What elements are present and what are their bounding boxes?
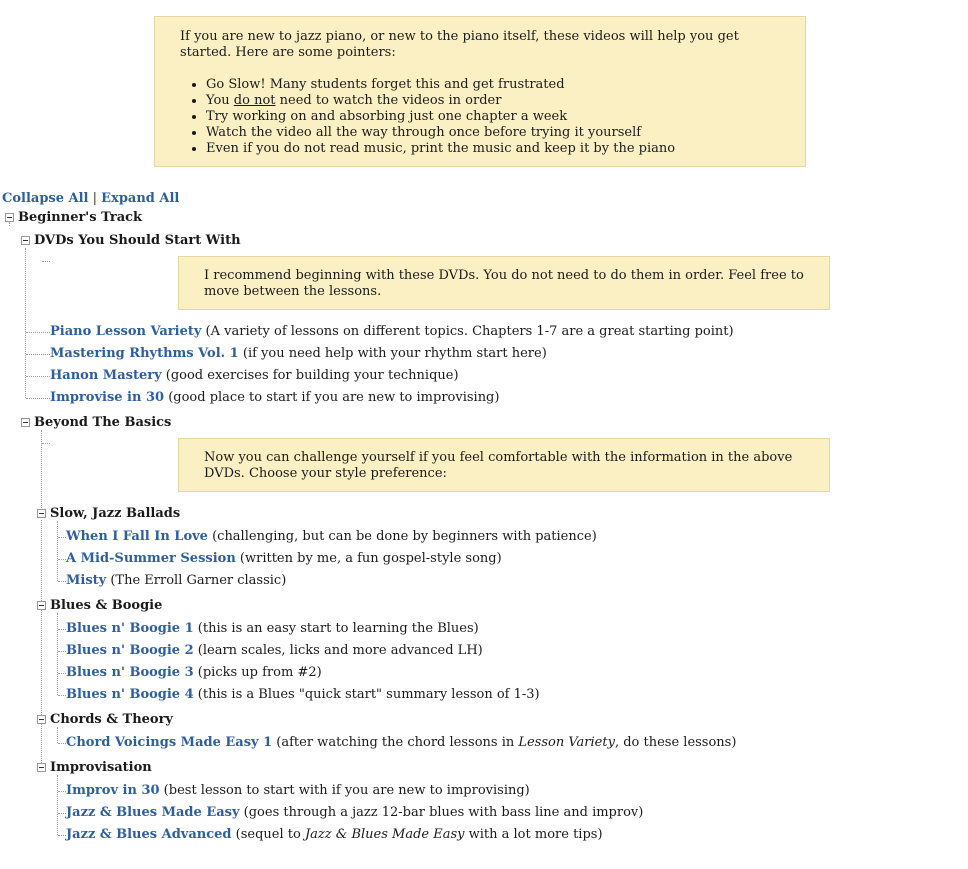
emphasis-text: Jazz & Blues Made Easy xyxy=(304,827,465,842)
lesson-link[interactable]: Blues n' Boogie 4 xyxy=(66,687,194,702)
node-jazz-ballads[interactable]: Slow, Jazz Ballads xyxy=(50,506,181,521)
tree-controls xyxy=(2,189,179,209)
tree-line xyxy=(57,613,58,695)
collapse-toggle-icon[interactable] xyxy=(21,236,30,245)
pointer-item: • Even if you do not read music, print the music and keep it by the piano xyxy=(206,141,781,157)
tree-line xyxy=(26,398,50,399)
list-item: Mastering Rhythms Vol. 1 (if you need help with your rhythm start here) xyxy=(50,346,547,361)
collapse-all-link[interactable]: Collapse All xyxy=(2,191,89,206)
lesson-link[interactable]: Blues n' Boogie 2 xyxy=(66,643,194,658)
lesson-link[interactable]: Improv in 30 xyxy=(66,783,160,798)
beyond-note-box xyxy=(178,438,830,492)
dvds-note-box xyxy=(178,256,830,310)
emphasis-text: Lesson Variety xyxy=(518,735,615,750)
tree-line xyxy=(58,629,66,630)
list-item: Blues n' Boogie 4 (this is a Blues "quick start" summary lesson of 1-3) xyxy=(66,687,540,702)
tree-line xyxy=(58,581,66,582)
lesson-link[interactable]: Blues n' Boogie 3 xyxy=(66,665,194,680)
list-item: Jazz & Blues Made Easy (goes through a jazz 12-bar blues with bass line and improv) xyxy=(66,805,644,820)
dvds-note-text: I recommend beginning with these DVDs. You do not need to do them in order. Feel free to move between the lessons. xyxy=(204,268,804,299)
node-dvds-start[interactable]: DVDs You Should Start With xyxy=(34,233,241,248)
collapse-toggle-icon[interactable] xyxy=(21,418,30,427)
controls-separator: | xyxy=(92,191,98,206)
tree-line xyxy=(26,376,50,377)
tree-line xyxy=(58,537,66,538)
tree-line xyxy=(58,791,66,792)
tree-line xyxy=(41,430,42,510)
list-item: A Mid-Summer Session (written by me, a fun gospel-style song) xyxy=(66,551,502,566)
tree-line xyxy=(9,222,10,226)
beyond-note-text: Now you can challenge yourself if you feel comfortable with the information in the above DVDs. Choose your style preference: xyxy=(204,450,793,481)
tree-line xyxy=(58,559,66,560)
collapse-toggle-icon[interactable] xyxy=(5,213,14,222)
lesson-link[interactable]: Improvise in 30 xyxy=(50,390,165,405)
list-item: When I Fall In Love (challenging, but can be done by beginners with patience) xyxy=(66,529,597,544)
list-item: Piano Lesson Variety (A variety of lessons on different topics. Chapters 1-7 are a great starting point) xyxy=(50,324,734,339)
tree-line xyxy=(57,521,58,581)
node-blues-boogie[interactable]: Blues & Boogie xyxy=(50,598,163,613)
tree-line xyxy=(42,261,50,262)
tree-line xyxy=(58,813,66,814)
list-item: Hanon Mastery (good exercises for building your technique) xyxy=(50,368,459,383)
list-item: Improvise in 30 (good place to start if you are new to improvising) xyxy=(50,390,500,405)
intro-text: If you are new to jazz piano, or new to the piano itself, these videos will help you get started. Here are some pointers: xyxy=(180,29,739,60)
list-item: Jazz & Blues Advanced (sequel to Jazz & Blues Made Easy with a lot more tips) xyxy=(66,827,603,842)
tree-line xyxy=(58,673,66,674)
node-beyond-basics[interactable]: Beyond The Basics xyxy=(34,415,172,430)
pointer-item: • You do not need to watch the videos in order xyxy=(206,93,781,109)
tree-line xyxy=(26,354,50,355)
tree-line xyxy=(58,743,66,744)
tree-line xyxy=(41,520,42,767)
lesson-link[interactable]: Hanon Mastery xyxy=(50,368,162,383)
pointers-list xyxy=(180,77,781,157)
expand-all-link[interactable]: Expand All xyxy=(101,191,180,206)
tree-line xyxy=(57,775,58,835)
lesson-link[interactable]: Blues n' Boogie 1 xyxy=(66,621,194,636)
tree-line xyxy=(42,443,50,444)
emphasis-underline: do not xyxy=(233,93,276,108)
tree-line xyxy=(58,835,66,836)
list-item: Misty (The Erroll Garner classic) xyxy=(66,573,287,588)
node-chords-theory[interactable]: Chords & Theory xyxy=(50,712,173,727)
list-item: Chord Voicings Made Easy 1 (after watching the chord lessons in Lesson Variety, do these lessons) xyxy=(66,735,737,750)
intro-note-box xyxy=(154,16,806,167)
lesson-link[interactable]: Piano Lesson Variety xyxy=(50,324,202,339)
collapse-toggle-icon[interactable] xyxy=(37,715,46,724)
lesson-link[interactable]: When I Fall In Love xyxy=(66,529,208,544)
lesson-link[interactable]: Mastering Rhythms Vol. 1 xyxy=(50,346,239,361)
lesson-link[interactable]: A Mid-Summer Session xyxy=(66,551,236,566)
lesson-link[interactable]: Jazz & Blues Advanced xyxy=(66,827,232,842)
collapse-toggle-icon[interactable] xyxy=(37,763,46,772)
tree-line xyxy=(58,651,66,652)
pointer-item: • Go Slow! Many students forget this and get frustrated xyxy=(206,77,781,93)
list-item: Blues n' Boogie 3 (picks up from #2) xyxy=(66,665,322,680)
lesson-link[interactable]: Jazz & Blues Made Easy xyxy=(66,805,240,820)
list-item: Improv in 30 (best lesson to start with if you are new to improvising) xyxy=(66,783,530,798)
pointer-item: • Try working on and absorbing just one chapter a week xyxy=(206,109,781,125)
lesson-link[interactable]: Misty xyxy=(66,573,107,588)
lesson-link[interactable]: Chord Voicings Made Easy 1 xyxy=(66,735,273,750)
collapse-toggle-icon[interactable] xyxy=(37,601,46,610)
node-beginners-track[interactable]: Beginner's Track xyxy=(18,210,143,225)
tree-line xyxy=(26,332,50,333)
collapse-toggle-icon[interactable] xyxy=(37,509,46,518)
node-improvisation[interactable]: Improvisation xyxy=(50,760,152,775)
pointer-item: • Watch the video all the way through once before trying it yourself xyxy=(206,125,781,141)
list-item: Blues n' Boogie 1 (this is an easy start to learning the Blues) xyxy=(66,621,479,636)
tree-line xyxy=(58,695,66,696)
list-item: Blues n' Boogie 2 (learn scales, licks and more advanced LH) xyxy=(66,643,483,658)
